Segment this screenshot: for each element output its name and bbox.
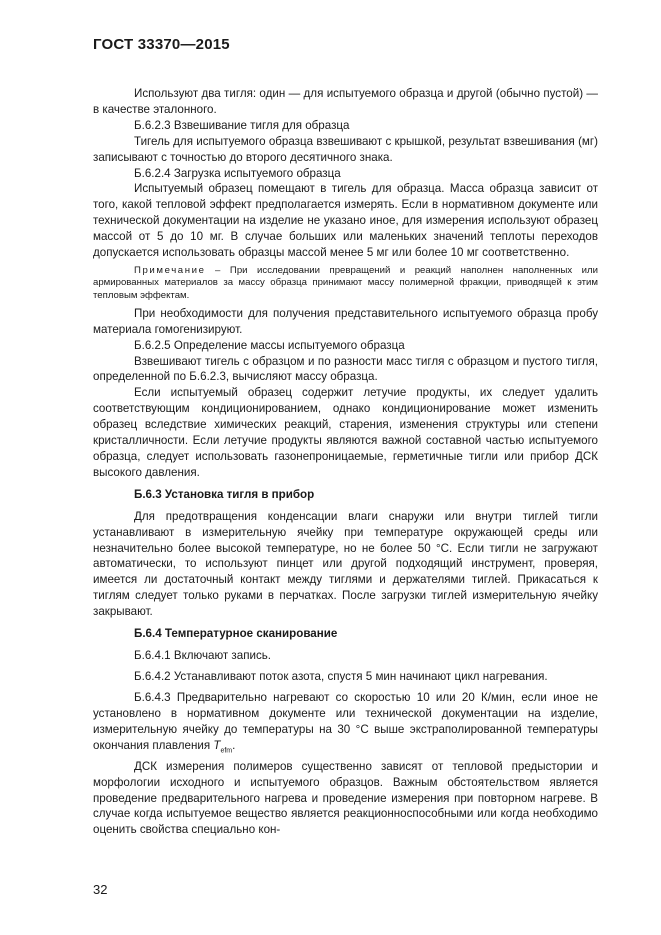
note-text: – При исследовании превращений и реакций наполнен наполненных или армированных материалов за массу образца принимают массу полимерной фракции, приводящей к этим тепловым эффектам. bbox=[93, 264, 598, 301]
section-heading-b6-3: Б.6.3 Установка тигля в прибор bbox=[134, 487, 315, 501]
paragraph-dsc-history: ДСК измерения полимеров существенно зависят от тепловой предыстории и морфологии исходного и испытуемого образцов. Важным обстоятельством является проведение предварительного нагрева и проведение измерения при повторном нагреве. В случае когда испытуемое вещество является реакционноспособными или когда необходимо оценить свойства специально кон- bbox=[93, 759, 598, 837]
page-number: 32 bbox=[93, 882, 108, 897]
clause-b6-2-5: Б.6.2.5 Определение массы испытуемого образца bbox=[134, 338, 405, 352]
clause-b6-4-3 bbox=[93, 690, 598, 759]
clause-b6-4-3-end: . bbox=[232, 738, 236, 752]
clause-b6-2-4: Б.6.2.4 Загрузка испытуемого образца bbox=[134, 166, 341, 180]
note-label: Примечание bbox=[134, 264, 206, 276]
paragraph-mass: Взвешивают тигель с образцом и по разности масс тигля с образцом и пустого тигля, определенной по Б.6.2.3, вычисляют массу образца. bbox=[93, 354, 598, 384]
page-body bbox=[93, 86, 598, 838]
paragraph-volatiles: Если испытуемый образец содержит летучие продукты, их следует удалить соответствующим кондиционированием, однако кондиционирование может изменить образец вследствие химических реакций, старения, изменения структуры или степени кристалличности. Если летучие продукты являются важной составной частью испытуемого образца, следует использовать газонепроницаемые, герметичные тигли или прибор ДСК высокого давления. bbox=[93, 386, 598, 479]
paragraph-homogenize: При необходимости для получения представительного испытуемого образца пробу материала гомогенизируют. bbox=[93, 306, 598, 336]
clause-b6-4-2: Б.6.4.2 Устанавливают поток азота, спустя 5 мин начинают цикл нагревания. bbox=[134, 669, 548, 683]
paragraph-install: Для предотвращения конденсации влаги снаружи или внутри тиглей тигли устанавливают в измерительную ячейку при температуре окружающей среды или незначительно более высокой температуре, но не более 50 °С. Если тигли не загружают автоматически, то используют пинцет или другой подходящий инструмент, проверяя, имеется ли достаточный контакт между тиглями и держателями тиглей. Прикасаться к тиглям следует только руками в перчатках. После загрузки тиглей измерительную ячейку закрывают. bbox=[93, 509, 598, 619]
paragraph-loading: Испытуемый образец помещают в тигель для образца. Масса образца зависит от того, какой тепловой эффект предполагается измерять. Если в нормативном документе или технической документации на изделие не указано иное, для измерения используют образец массой от 5 до 10 мг. В случае больших или маленьких значений теплоты переходов допускается использовать образцы массой менее 5 мг или более 10 мг соответственно. bbox=[93, 182, 598, 260]
clause-b6-2-3: Б.6.2.3 Взвешивание тигля для образца bbox=[134, 118, 350, 132]
temperature-subscript: efm bbox=[220, 746, 233, 754]
section-heading-b6-4: Б.6.4 Температурное сканирование bbox=[134, 627, 338, 641]
temperature-symbol: T bbox=[213, 738, 221, 752]
paragraph-weighing: Тигель для испытуемого образца взвешивают с крышкой, результат взвешивания (мг) записывают с точностью до второго десятичного знака. bbox=[93, 134, 598, 164]
clause-b6-4-3-text: Б.6.4.3 Предварительно нагревают со скоростью 10 или 20 К/мин, если иное не установлено в нормативном документе или технической документации на изделие, измерительную ячейку до температуры на 30 °С выше экстраполированной температуры окончания плавления bbox=[93, 690, 598, 752]
clause-b6-4-1: Б.6.4.1 Включают запись. bbox=[134, 648, 272, 662]
note-paragraph bbox=[93, 265, 598, 302]
document-header: ГОСТ 33370—2015 bbox=[93, 36, 230, 53]
paragraph-crucibles: Используют два тигля: один — для испытуемого образца и другой (обычно пустой) — в качестве эталонного. bbox=[93, 87, 598, 116]
